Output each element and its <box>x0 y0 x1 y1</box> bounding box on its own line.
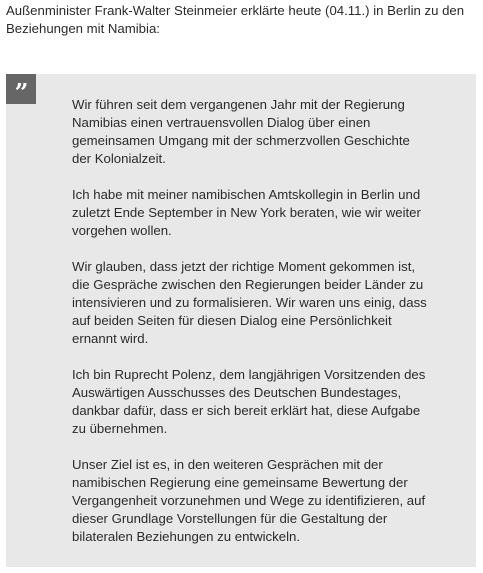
quote-paragraph: Wir führen seit dem vergangenen Jahr mit der Regierung Namibias einen vertrauensvollen Dialog über einen gemeinsamen Umgang mit der schmerzvollen Geschichte der Kolonialzeit. <box>72 97 410 166</box>
quote-body <box>72 96 432 564</box>
blockquote <box>6 74 476 567</box>
quotation-mark-icon: ” <box>6 74 36 104</box>
intro-text: Außenminister Frank-Walter Steinmeier erklärte heute (04.11.) in Berlin zu den Beziehungen mit Namibia: <box>6 3 465 36</box>
quote-paragraph: Wir glauben, dass jetzt der richtige Moment gekommen ist, die Gespräche zwischen den Regierungen beider Länder zu intensivieren und zu formalisieren. Wir waren uns einig, dass auf beiden Seiten für diesen Dialog eine Persönlichkeit ernannt wird. <box>72 259 427 346</box>
quote-paragraph: Ich habe mit meiner namibischen Amtskollegin in Berlin und zuletzt Ende September in New York beraten, wie wir weiter vorgehen wollen. <box>72 187 421 238</box>
quote-paragraph: Unser Ziel ist es, in den weiteren Gesprächen mit der namibischen Regierung eine gemeinsame Bewertung der Vergangenheit vorzunehmen und Wege zu identifizieren, auf dieser Grundlage Vorstellungen für die Gestaltung der bilateralen Beziehungen zu entwickeln. <box>72 457 426 544</box>
quote-paragraph: Ich bin Ruprecht Polenz, dem langjährigen Vorsitzenden des Auswärtigen Ausschusses des Deutschen Bundestages, dankbar dafür, dass er sich bereit erklärt hat, diese Aufgabe zu übernehmen. <box>72 367 426 436</box>
